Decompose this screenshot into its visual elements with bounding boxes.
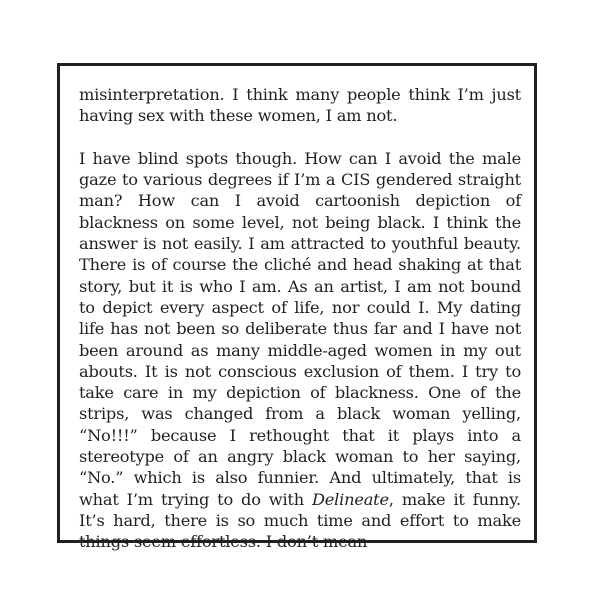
paragraph-2 xyxy=(79,148,521,553)
book-title: Delineate xyxy=(312,489,389,509)
body-text xyxy=(79,84,521,553)
paragraph-2-text-b: , make it funny. It’s hard, there is so much time and effort to make things seem effortless. I don’t mean xyxy=(79,489,521,552)
paragraph-2-text-a: I have blind spots though. How can I avoid the male gaze to various degrees if I’m a CIS gendered straight man? How can I avoid cartoonish depiction of blackness on some level, not being black. I think the answer is not easily. I am attracted to youthful beauty. There is of course the cliché and head shaking at that story, but it is who I am. As an artist, I am not bound to depict every aspect of life, nor could I. My dating life has not been so deliberate thus far and I have not been around as many middle-aged women in my out abouts. It is not conscious exclusion of them. I try to take care in my depiction of blackness. One of the strips, was changed from a black woman yelling, “No!!!” because I rethought that it plays into a stereotype of an angry black woman to her saying, “No.” which is also funnier. And ultimately, that is what I’m trying to do with xyxy=(79,148,521,509)
paragraph-1: misinterpretation. I think many people think I’m just having sex with these women, I am not. xyxy=(79,85,521,126)
